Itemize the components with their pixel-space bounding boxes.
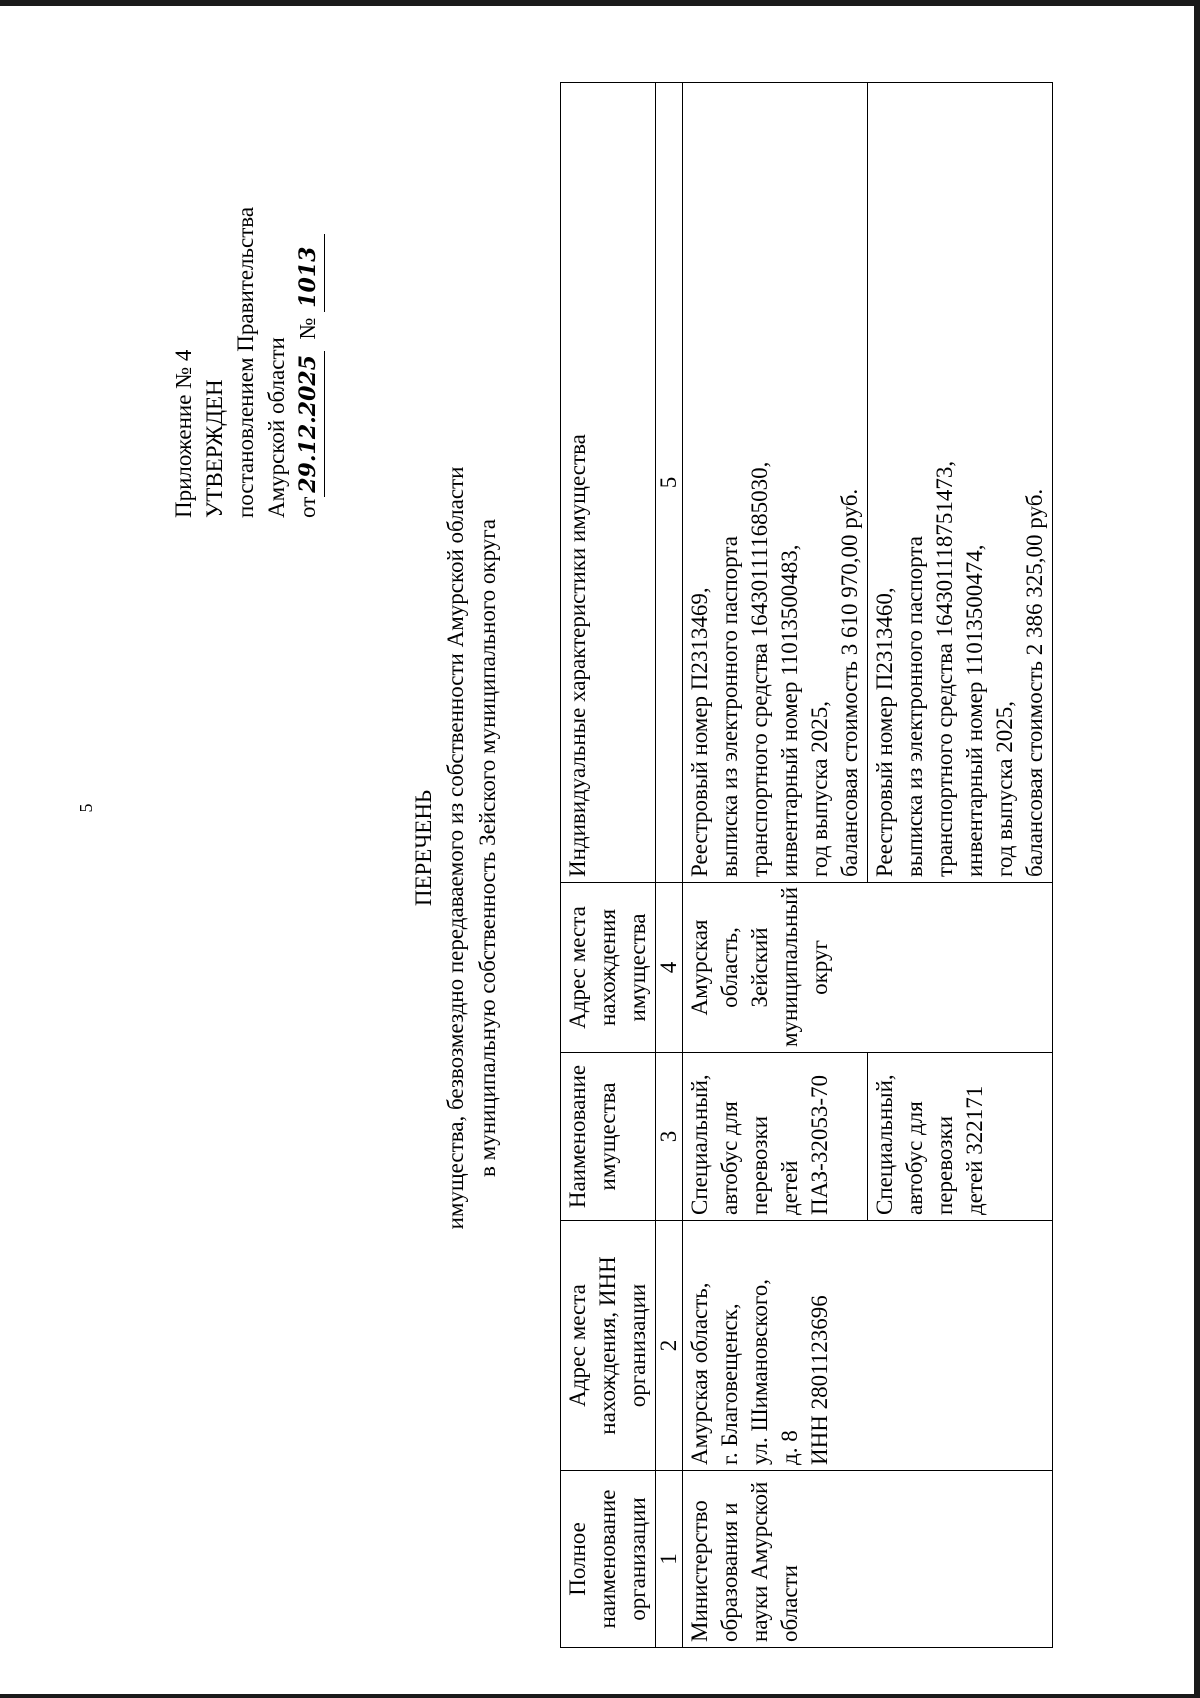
header-org-name: Полное наименование организации [561, 1471, 656, 1648]
table-header-row [561, 83, 656, 1648]
column-number: 5 [656, 83, 683, 883]
handwritten-number: 1013 [293, 234, 325, 312]
table-row [683, 83, 868, 1648]
approved-label: УТВЕРЖДЕН [202, 379, 227, 518]
property-name-cell: Специальный, автобус для перевозки детей ПАЗ-32053-70 [683, 1053, 868, 1221]
header-characteristics: Индивидуальные характеристики имущества [561, 83, 656, 883]
property-table [560, 82, 1053, 1648]
number-prefix: № [295, 317, 320, 340]
title-subtitle-line-1: имущества, безвозмездно передаваемого из собственности Амурской области [443, 466, 468, 1230]
property-table-container [560, 83, 1053, 1648]
column-number-row [656, 83, 683, 1648]
property-address-cell: Амурская область, Зейский муниципальный округ [683, 883, 1053, 1053]
header-property-address: Адрес места нахождения имущества [561, 883, 656, 1053]
column-number: 1 [656, 1471, 683, 1648]
resolution-label: постановлением Правительства [233, 206, 258, 518]
title-heading: ПЕРЕЧЕНЬ [411, 789, 436, 907]
title-subtitle-line-2: в муниципальную собственность Зейского муниципального округа [475, 519, 500, 1177]
characteristics-cell: Реестровый номер П2313460, выписка из электронного паспорта транспортного средства 164301118751473, инвентарный номер 11013500474, год выпуска 2025, балансовая стоимость 2 386 325,00 руб. [868, 83, 1053, 883]
column-number: 3 [656, 1053, 683, 1221]
header-org-address: Адрес места нахождения, ИНН организации [561, 1221, 656, 1471]
header-property-name: Наименование имущества [561, 1053, 656, 1221]
date-number-line [292, 58, 325, 518]
property-name-cell: Специальный, автобус для перевозки детей 322171 [868, 1053, 1053, 1221]
approval-stamp-block [168, 58, 325, 518]
date-prefix: от [295, 496, 320, 518]
org-address-cell: Амурская область, г. Благовещенск, ул. Шимановского, д. 8 ИНН 2801123696 [683, 1221, 1053, 1471]
org-name-cell: Министерство образования и науки Амурской области [683, 1471, 1053, 1648]
column-number: 2 [656, 1221, 683, 1471]
characteristics-cell: Реестровый номер П2313469, выписка из электронного паспорта транспортного средства 164301111685030, инвентарный номер 11013500483, год выпуска 2025, балансовая стоимость 3 610 970,00 руб. [683, 83, 868, 883]
document-title [408, 38, 504, 1658]
column-number: 4 [656, 883, 683, 1053]
handwritten-date: 29.12.2025 [293, 351, 325, 497]
page-number: 5 [76, 803, 96, 813]
region-label: Амурской области [264, 337, 289, 518]
appendix-label: Приложение № 4 [171, 349, 196, 518]
